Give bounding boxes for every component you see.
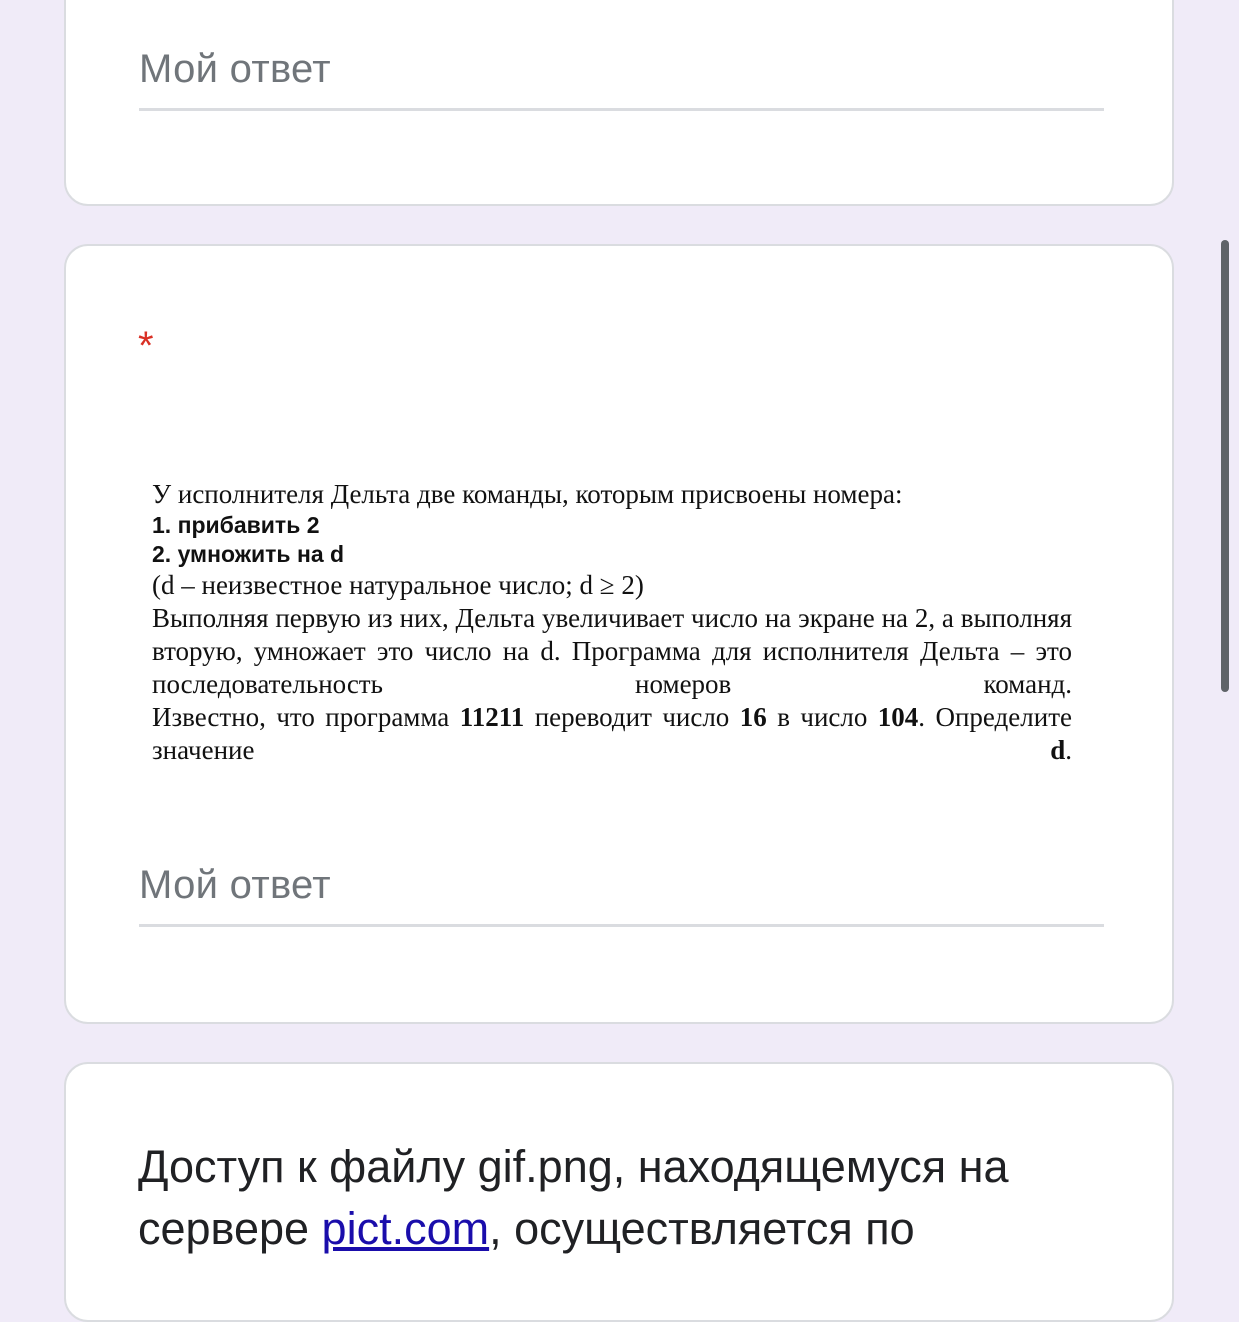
previous-question-card — [64, 0, 1174, 206]
command-2: 2. умножить на d — [152, 541, 345, 567]
question-paragraph-1: Выполняя первую из них, Дельта увеличивает число на экране на 2, а выполняя вторую, умножает это число на d. Программа для исполнителя Дельта – это последовательность номеров команд. — [152, 603, 1072, 699]
next-question-card — [64, 1062, 1174, 1322]
to-number: 104 — [877, 702, 919, 732]
answer-input-previous[interactable] — [139, 41, 1104, 111]
program-value: 11211 — [459, 702, 525, 732]
answer-input[interactable] — [139, 857, 1104, 927]
question-paragraph-2: Известно, что программа 11211 переводит число 16 в число 104. Определите значение d. — [152, 702, 1072, 765]
question-intro: У исполнителя Дельта две команды, которым присвоены номера: — [152, 479, 903, 509]
answer-placeholder: Мой ответ — [139, 47, 331, 91]
question-card — [64, 244, 1174, 1024]
variable-d: d — [1050, 735, 1066, 765]
from-number: 16 — [739, 702, 767, 732]
file-notice-text: Доступ к файлу gif.png, находящемуся на сервере pict.com, осуществляется по — [138, 1141, 1009, 1254]
server-link[interactable]: pict.com — [321, 1203, 490, 1254]
command-1: 1. прибавить 2 — [152, 512, 320, 538]
answer-placeholder: Мой ответ — [139, 863, 331, 907]
scrollbar-thumb[interactable] — [1221, 240, 1229, 692]
required-asterisk: * — [138, 324, 154, 368]
question-note: (d – неизвестное натуральное число; d ≥ 2) — [152, 570, 644, 600]
question-image — [152, 478, 1072, 767]
